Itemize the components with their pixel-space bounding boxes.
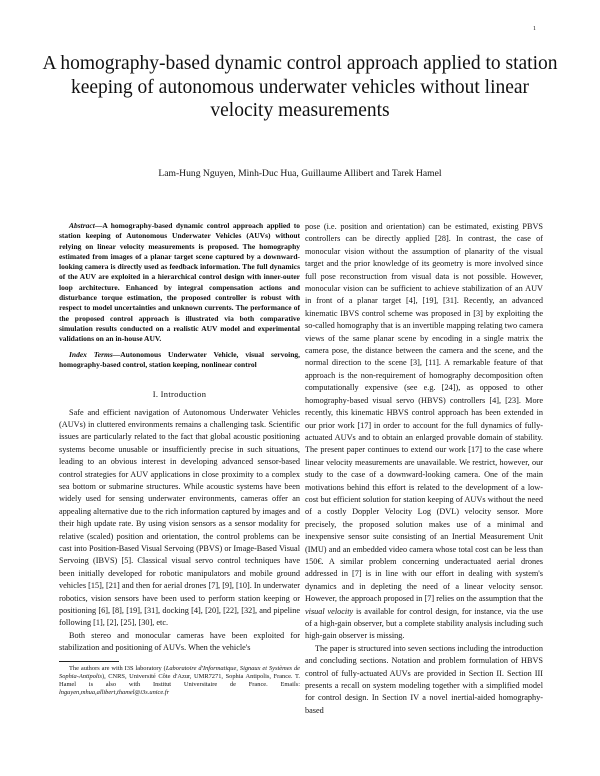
right-paragraph-1-end: is available for control design, for instance, via the use of a high-gain observer, but a complete stability analysis including such high-gain observer is missing. [305,606,544,641]
paper-title: A homography-based dynamic control approach applied to station keeping of autonomous underwater vehicles without linear velocity measurements [42,53,558,121]
footnote-part-1: The authors are with I3S laboratory ( [69,664,166,672]
footnote-lab: Laboratoire d'Informatique, Signaux et Systèmes de Sophia-Antipolis [59,664,300,680]
intro-paragraph-2: Both stereo and monocular cameras have been exploited for stabilization and positioning of AUVs. When the vehicle's [59,630,300,653]
abstract [59,221,300,345]
section-heading-introduction: I. Introduction [152,389,207,400]
footnote-emails: lnguyen,mhua,allibert,thamel@i3s.unice.fr [59,689,170,697]
intro-paragraph-1: Safe and efficient navigation of Autonomous Underwater Vehicles (AUVs) in cluttered environments remains a challenging task. Scientific issues are particularly related to the fact that global acoustic positioning systems become unusable or insufficiently precise in such situations, leading to an obvious interest in developing advanced sensor-based control strategies for AUV applications in close proximity to a complex sea bottom or submarine structures. While acoustic systems have been widely used for sensing underwater environments, cameras offer an appealing alternative due to the rich information captured by images and their high update rate. By using vision sensors as a sensor modality for relative (scaled) position and orientation, the control problems can be cast into Position-Based Visual Servoing (PBVS) or Image-Based Visual Servoing (IBVS) [5]. Classical visual servo control techniques have been initially developed for robotic manipulators and mobile ground vehicles [15], [21] and then for aerial drones [7], [9], [10]. In underwater robotics, vision sensors have been used to perform station keeping or positioning [6], [8], [19], [31], docking [4], [20], [22], [32], and pipeline following [1], [2], [25], [30], etc. [59,407,300,628]
page-number: 1 [533,26,536,32]
footnote-rule [59,661,119,662]
right-column [305,221,543,717]
index-terms-text: —Autonomous Underwater Vehicle, visual servoing, homography-based control, station keeping, nonlinear control [59,349,301,369]
index-terms [59,350,300,371]
author-footnote [59,665,300,698]
right-paragraph-1-emphasis: visual velocity [305,606,354,616]
left-column [59,221,300,698]
abstract-text: —A homography-based dynamic control approach applied to station keeping of Autonomous Underwater Vehicles (AUVs) without relying on linear velocity measurements is proposed. The homography estimated from images of a planar target scene captured by a downward-looking camera is directly used as feedback information. The full dynamics of the AUV are exploited in a hierarchical control design with inner-outer loop architecture. Enhanced by integral compensation actions and disturbance torque estimation, the proposed controller is robust with respect to model uncertainties and unknown currents. The performance of the proposed control approach is illustrated via both comparative simulation results conducted on a realistic AUV model and experimental validations on an in-house AUV. [59,221,300,344]
index-terms-label: Index Terms [69,349,113,359]
right-paragraph-1-text: pose (i.e. position and orientation) can be estimated, existing PBVS controllers can be directly applied [28]. In contrast, the case of monocular vision without the assumption of planarity of the visual target and the prior knowledge of its geometry is more involved since full pose reconstruction from visual data is not possible. However, monocular vision can be sufficient to achieve stabilization of an AUV in front of a planar target [4], [19], [31]. Recently, an advanced kinematic IBVS control scheme was proposed in [3] by exploiting the so-called homography that is an invertible mapping relating two camera views of the same planar scene by encoding in a single matrix the camera pose, the distance between the camera and the scene, and the normal direction to the scene [3], [11]. A remarkable feature of that approach is the non-requirement of homography decomposition often computationally expensive (see e.g. [24]), as opposed to other homography-based visual servo (HBVS) controllers [4], [23]. More recently, this kinematic HBVS control approach has been extended in our prior work [17] in order to account for the full dynamics of fully-actuated AUVs and to obtain an enlarged provable domain of stability. The present paper continues to extend our work [17] to the case where linear velocity measurements are unavailable. We restrict, however, our study to the case of a downward-looking camera. One of the main motivations behind this effort is related to the development of a low-cost but efficient solution for station keeping of AUVs without the need of a costly Doppler Velocity Log (DVL) velocity sensor. More precisely, the proposed solution makes use of a minimal and inexpensive sensor suite consisting of an Inertial Measurement Unit (IMU) and an embedded video camera whose total cost can be less than 150€. A similar problem concerning underactuated aerial drones addressed in [7] is in line with our effort in dealing with system's dynamics and in depleting the need of a linear velocity sensor. However, the approach proposed in [7] relies on the assumption that the [305,222,543,604]
right-paragraph-1 [305,221,543,643]
abstract-label: Abstract [69,221,95,230]
footnote-part-2: ), CNRS, Université Côte d'Azur, UMR7271, Sophia Antipolis, France. T. Hamel is also with Institut Universitaire de France. Emails: [59,672,300,689]
right-paragraph-2: The paper is structured into seven sections including the introduction and concluding sections. Notation and problem formulation of HBVS control of fully-actuated AUVs are provided in Section II. Section III presents a recall on system modeling together with a simplified model for control design. In Section IV a novel inertial-aided homography-based [305,643,543,715]
author-list: Lam-Hung Nguyen, Minh-Duc Hua, Guillaume Allibert and Tarek Hamel [158,168,442,179]
